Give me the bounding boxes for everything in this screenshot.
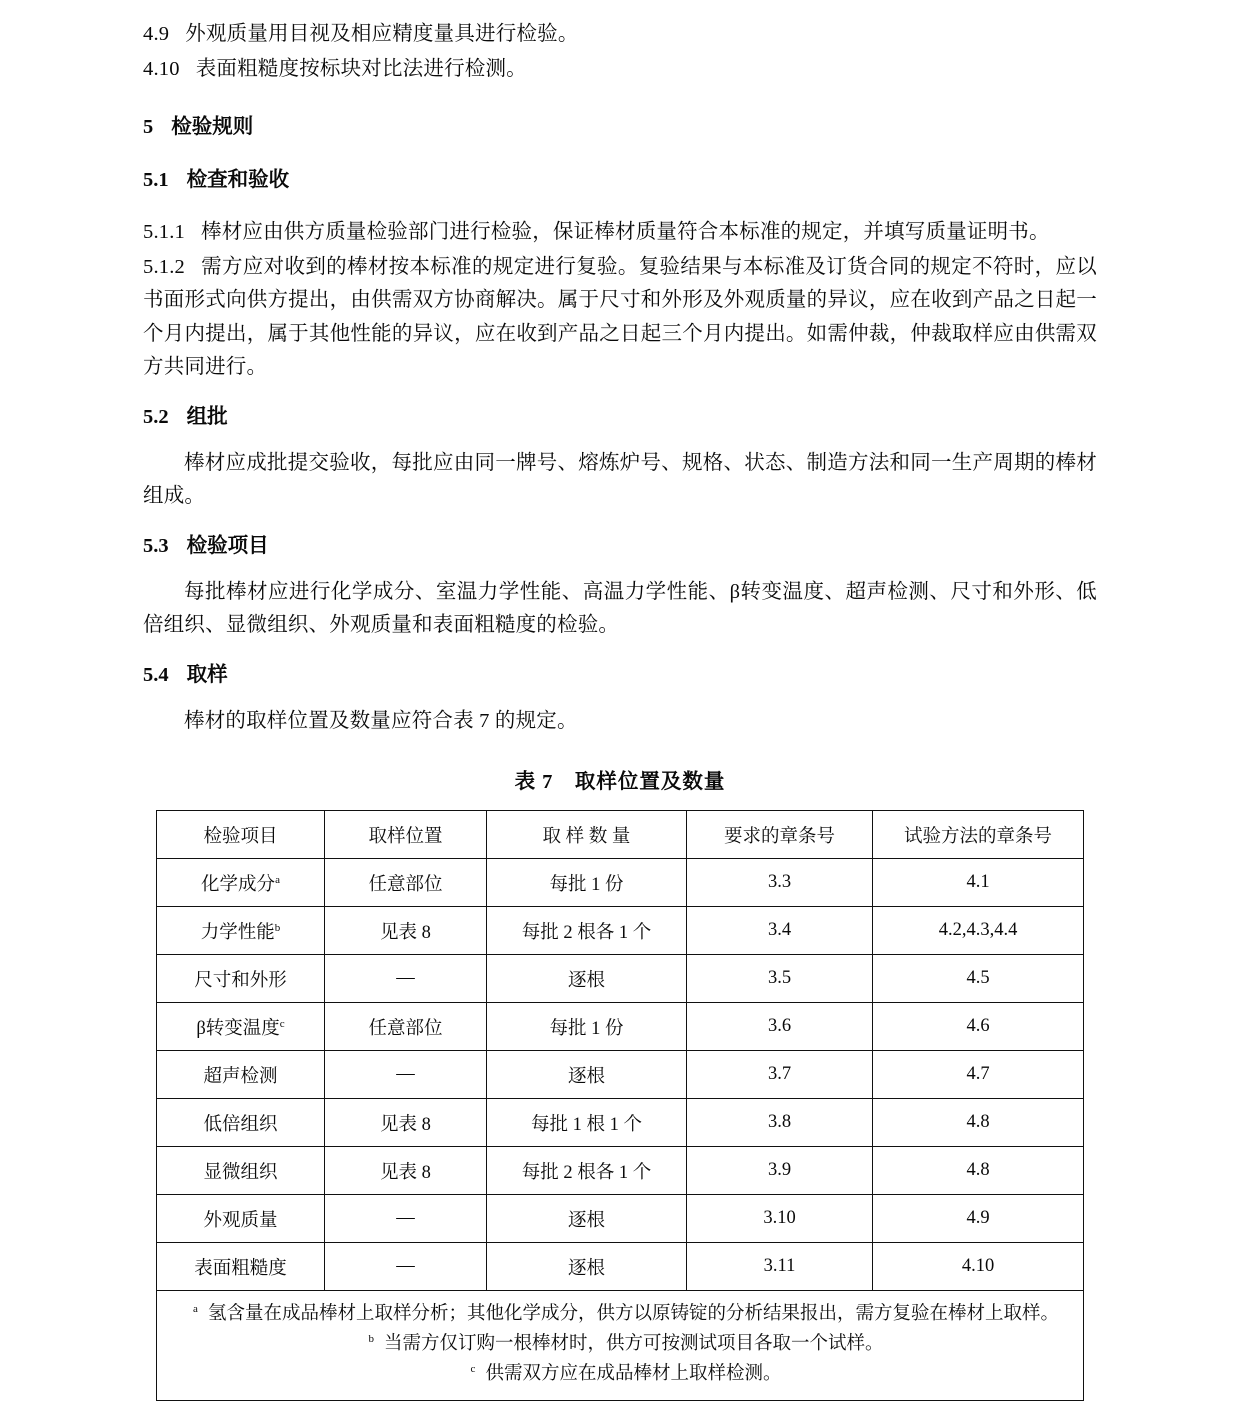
cell-item-text: 化学成分: [201, 874, 276, 895]
cell-method: 4.8: [873, 1099, 1084, 1147]
cell-item: [157, 859, 325, 907]
clause-4-10-number: 4.10: [143, 58, 180, 81]
clause-5-1-1: [143, 216, 1097, 249]
footnote-mark-a: a: [275, 873, 280, 886]
cell-method: 4.10: [873, 1243, 1084, 1291]
column-header-position: 取样位置: [325, 811, 487, 859]
table-row: [157, 1099, 1084, 1147]
clause-5-1-1-number: 5.1.1: [143, 220, 185, 243]
table-row: [157, 955, 1084, 1003]
table-row: [157, 907, 1084, 955]
table-header-row: [157, 811, 1084, 859]
table-row: [157, 1195, 1084, 1243]
clause-5-1-1-text: 棒材应由供方质量检验部门进行检验，保证棒材质量符合本标准的规定，并填写质量证明书。: [201, 220, 1050, 243]
cell-quantity: 逐根: [487, 1243, 687, 1291]
clause-5-3-heading: [143, 531, 1097, 562]
cell-item: 表面粗糙度: [157, 1243, 325, 1291]
footnote-a: [179, 1300, 1073, 1330]
column-header-quantity: 取 样 数 量: [487, 811, 687, 859]
column-header-item: 检验项目: [157, 811, 325, 859]
table-notes-row: [157, 1291, 1084, 1401]
cell-item: 超声检测: [157, 1051, 325, 1099]
clause-5-3-title: 检验项目: [186, 535, 269, 558]
cell-position: —: [325, 1243, 487, 1291]
clause-5-3-number: 5.3: [143, 535, 169, 558]
clause-5-1-2-number: 5.1.2: [143, 256, 185, 279]
cell-item: [157, 1003, 325, 1051]
cell-method: 4.1: [873, 859, 1084, 907]
cell-method: 4.9: [873, 1195, 1084, 1243]
cell-requirement: 3.9: [687, 1147, 873, 1195]
cell-quantity: 每批 2 根各 1 个: [487, 1147, 687, 1195]
clause-5-4-title: 取样: [186, 664, 228, 687]
cell-requirement: 3.10: [687, 1195, 873, 1243]
cell-requirement: 3.11: [687, 1243, 873, 1291]
cell-method: 4.6: [873, 1003, 1084, 1051]
footnote-c-mark: c: [470, 1362, 476, 1375]
cell-item: 尺寸和外形: [157, 955, 325, 1003]
footnote-a-mark: a: [193, 1303, 198, 1316]
table-row: [157, 1243, 1084, 1291]
cell-requirement: 3.5: [687, 955, 873, 1003]
cell-quantity: 逐根: [487, 1051, 687, 1099]
cell-item-text: 力学性能: [200, 922, 275, 943]
table-row: [157, 1003, 1084, 1051]
table-footnotes: [157, 1291, 1084, 1401]
cell-requirement: 3.4: [687, 907, 873, 955]
cell-method: 4.2,4.3,4.4: [873, 907, 1084, 955]
section-5-heading: [143, 112, 1097, 143]
cell-quantity: 每批 1 根 1 个: [487, 1099, 687, 1147]
clause-5-4-heading: [143, 660, 1097, 691]
column-header-requirement: 要求的章条号: [687, 811, 873, 859]
clause-4-10-text: 表面粗糙度按标块对比法进行检测。: [195, 58, 527, 81]
clause-5-1-heading: [143, 165, 1097, 196]
clause-4-9: [143, 18, 1097, 51]
table-row: [157, 1147, 1084, 1195]
clause-4-10: [143, 53, 1097, 86]
cell-quantity: 每批 1 份: [487, 1003, 687, 1051]
clause-4-9-number: 4.9: [143, 23, 170, 45]
clause-4-9-text: 外观质量用目视及相应精度量具进行检验。: [185, 23, 579, 45]
cell-position: 见表 8: [325, 1099, 487, 1147]
clause-5-2-title: 组批: [186, 405, 228, 428]
footnote-b-mark: b: [368, 1333, 374, 1345]
footnote-c-text: 供需双方应在成品棒材上取样检测。: [485, 1364, 782, 1385]
table-7: [156, 810, 1084, 1401]
footnote-mark-c: c: [279, 1017, 285, 1030]
cell-item: [157, 907, 325, 955]
clause-5-1-title: 检查和验收: [186, 169, 290, 192]
clause-5-1-2-text: 需方应对收到的棒材按本标准的规定进行复验。复验结果与本标准及订货合同的规定不符时，应以书面形式向供方提出，由供需双方协商解决。属于尺寸和外形及外观质量的异议，应在收到产品之日起一个月内提出，属于其他性能的异议，应在收到产品之日起三个月内提出。如需仲裁，仲裁取样应由供需双方共同进行。: [143, 256, 1097, 378]
cell-position: —: [325, 955, 487, 1003]
footnote-a-text: 氢含量在成品棒材上取样分析；其他化学成分，供方以原铸锭的分析结果报出，需方复验在棒材上取样。: [207, 1304, 1059, 1325]
clause-5-3-text: 每批棒材应进行化学成分、室温力学性能、高温力学性能、β转变温度、超声检测、尺寸和外形、低倍组织、显微组织、外观质量和表面粗糙度的检验。: [143, 580, 1097, 637]
cell-position: 任意部位: [325, 859, 487, 907]
table-row: [157, 1051, 1084, 1099]
section-5-title: 检验规则: [171, 116, 254, 139]
cell-requirement: 3.3: [687, 859, 873, 907]
cell-position: —: [325, 1051, 487, 1099]
cell-method: 4.8: [873, 1147, 1084, 1195]
table-7-wrapper: [143, 810, 1097, 1401]
page-content: [143, 18, 1097, 1401]
cell-item: 显微组织: [157, 1147, 325, 1195]
section-5-number: 5: [143, 116, 154, 139]
cell-requirement: 3.8: [687, 1099, 873, 1147]
footnote-mark-b: b: [274, 921, 281, 934]
cell-position: 任意部位: [325, 1003, 487, 1051]
clause-5-2-text: 棒材应成批提交验收，每批应由同一牌号、熔炼炉号、规格、状态、制造方法和同一生产周期的棒材组成。: [143, 451, 1097, 507]
footnote-b-text: 当需方仅订购一根棒材时，供方可按测试项目各取一个试样。: [383, 1334, 884, 1355]
cell-quantity: 每批 1 份: [487, 859, 687, 907]
column-header-method: 试验方法的章条号: [873, 811, 1084, 859]
footnote-c: [179, 1360, 1073, 1390]
cell-quantity: 逐根: [487, 955, 687, 1003]
footnote-b: [179, 1330, 1073, 1360]
cell-requirement: 3.6: [687, 1003, 873, 1051]
cell-item: 外观质量: [157, 1195, 325, 1243]
cell-quantity: 逐根: [487, 1195, 687, 1243]
clause-5-2-heading: [143, 402, 1097, 433]
cell-requirement: 3.7: [687, 1051, 873, 1099]
clause-5-1-2: [143, 251, 1097, 384]
cell-item: 低倍组织: [157, 1099, 325, 1147]
clause-5-1-number: 5.1: [143, 169, 169, 192]
clause-5-4-text: 棒材的取样位置及数量应符合表 7 的规定。: [184, 709, 578, 732]
cell-method: 4.7: [873, 1051, 1084, 1099]
cell-method: 4.5: [873, 955, 1084, 1003]
cell-position: 见表 8: [325, 1147, 487, 1195]
cell-item-text: β转变温度: [196, 1018, 280, 1039]
clause-5-2-number: 5.2: [143, 405, 169, 428]
cell-position: 见表 8: [325, 907, 487, 955]
clause-5-4-number: 5.4: [143, 664, 169, 687]
cell-quantity: 每批 2 根各 1 个: [487, 907, 687, 955]
table-7-caption: 表 7 取样位置及数量: [514, 771, 726, 794]
table-row: [157, 859, 1084, 907]
cell-position: —: [325, 1195, 487, 1243]
